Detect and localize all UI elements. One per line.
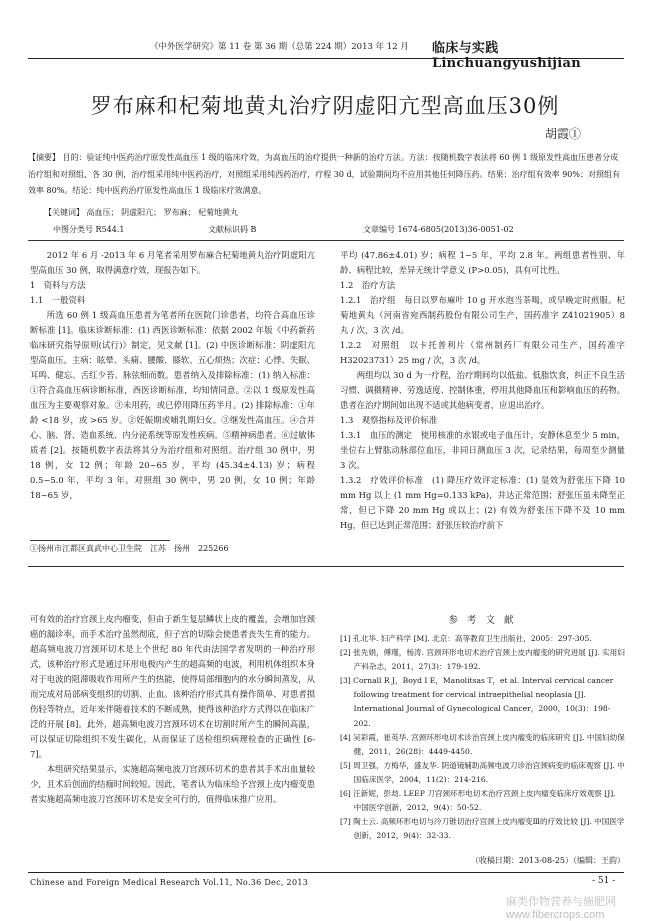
paragraph: 1.2.2 对照组 以卡托普利片（常州制药厂有限公司生产，国药准字 H32023731）25 mg / 次，3 次 /d。 — [340, 340, 625, 365]
footnote-rule — [30, 540, 170, 541]
paragraph: 1.3.2 疗效评价标准 (1) 降压疗效评定标准：(1) 显效为舒张压下降 10 mm Hg 以上 (1 mm Hg=0.133 kPa)，并达正常范围；舒张压虽未降至正常，但已下降 20 mm Hg 或以上；(2) 有效为舒张压下降不及 10 mm Hg，但已达到正常范围；舒张压较治疗前下 — [340, 475, 625, 530]
paragraph: 1 资料与方法 — [30, 280, 86, 290]
paragraph: 可有效的治疗宫颈上皮内瘤变，但由于新生复层鳞状上皮的覆盖，会增加宫颈癌的漏诊率，而手术治疗虽然彻底，但子宫的切除会使患者丧失生育的能力。超高频电波刀宫颈环切术是上个世纪 80 年代由法国学者发明的一种治疗形式，该种治疗形式是通过环形电极内产生的超高频的电波，利用机体组织本身对于电波的阻滞吸收作用所产生的热能，使得局部细胞内的水分瞬间蒸发，从而完成对局部病变组织的切割、止血。该种治疗形式具有操作简单、对患者损伤轻等特点，近年来伴随着技术的不断成熟，使得该种治疗方式得以在临床广泛的开展 [8]。此外，超高频电波刀宫颈环切术在切割时所产生的瞬间高温，可以保证切除组织不发生碳化，从而保证了送检组织病理检查的正确性 [6-7]。 — [30, 614, 315, 759]
section-divider — [28, 566, 624, 567]
reference-item: [6] 汪新妮，彭劫. LEEP 刀宫颈环形电切术治疗宫颈上皮内瘤变临床疗效观察 [J]. 中国医学创新，2012，9(4)：50-52. — [340, 789, 616, 813]
abstract: 【摘要】 目的：验证纯中医药治疗原发性高血压 1 级的临床疗效，为高血压的治疗提供一种新的治疗方法。方法：按随机数字表法将 60 例 1 级原发性高血压患者分成治疗组和对照组，各 30 例，治疗组采用纯中医药治疗，对照组采用纯西药治疗，疗程 30 d，试验期间均不应用其他任何降压药。结果：治疗组有效率 90%；对照组有效率 80%。结论：纯中医药治疗原发性高血压 1 级临床疗效满意。 — [28, 153, 620, 195]
reference-item: [7] 陶士云. 高频环形电切与冷刀锥切治疗宫颈上皮内瘤变Ⅲ的疗效比较 [J]. 中国医学创新，2012，9(4)：32-33. — [340, 817, 625, 841]
section-header: 临床与实践 Linchuangyushijian — [432, 41, 581, 71]
keywords: 【关键词】 高血压； 阴虚阳亢； 罗布麻； 杞菊地黄丸 — [44, 208, 239, 217]
article-title: 罗布麻和杞菊地黄丸治疗阴虚阳亢型高血压30例 — [90, 94, 560, 118]
header-rule — [28, 58, 624, 59]
paragraph: 两组均以 30 d 为一疗程，治疗期间均以低盐、低脂饮食，纠正不良生活习惯、调摄精神、劳逸适度、控制体重，停用其他降血压和影响血压的药物。患者在治疗期间如出现不适或其他病变者，应退出治疗。 — [340, 370, 625, 410]
reference-list — [340, 632, 625, 843]
journal-footer: Chinese and Foreign Medical Research Vol.11, No.36 Dec, 2013 — [30, 878, 309, 887]
received-date: （收稿日期：2013-08-25）（编辑：王韵） — [470, 856, 625, 865]
paragraph: 1.2.1 治疗组 每日以罗布麻叶 10 g 开水泡当茶喝，或早晚定时煎服。杞菊地黄丸（河南省宛西制药股份有限公司生产，国药准字 Z41021905）8 丸 / 次，3 次 /d。 — [340, 295, 625, 335]
article-author: 胡霞① — [545, 127, 582, 141]
reference-item: [2] 张先娟，傅瑾，杨涛. 宫颈环形电切术治疗宫颈上皮内瘤变的研究进展 [J]. 实用妇产科杂志，2011，27(3)：179-192. — [340, 648, 625, 672]
paragraph: 1.3.1 血压的测定 使用核准的水银或电子血压计，安静休息至少 5 min，坐位右上臂肱动脉部位血压，非同日测血压 3 次，记录结果，每周至少测量 3 次。 — [340, 430, 625, 470]
body-column-right — [340, 248, 625, 533]
references-heading: 参 考 文 献 — [448, 615, 517, 626]
reference-item: [4] 吴彩霞，崔英华. 宫颈环形电切术诊治宫颈上皮内瘤变的临床研究 [J]. 中国妇幼保健，2011，26(28)：4449-4450. — [340, 732, 625, 756]
paragraph: 所选 60 例 1 级高血压患者为笔者所在医院门诊患者，均符合高血压诊断标准 [1]。临床诊断标准：(1) 西医诊断标准：依据 2002 年版《中药新药临床研究指导原则(试行)》制定，见文献 [1]。(2) 中医诊断标准：阴虚阳亢型高血压。主病：眩晕、头痛、腰酸、膝软、五心烦热；次症：心悸、失眠、耳鸣、健忘、舌红少苔、脉弦细而数。患者纳入及排除标准：(1) 纳入标准：①符合高血压病诊断标准，西医诊断标准，均知情同意。②以 1 级原发性高血压为主要观察对象。③未用药，或已停用降压药半月。(2) 排除标准：①年龄 <18 岁，或 >65 岁。②妊娠期或哺乳期妇女。③继发性高血压。④合并心、脑、肾、造血系统、内分泌系统等原发性疾病。⑤精神病患者。⑥过敏体质者 [2]。按随机数字表法将其分为治疗组和对照组。治疗组 30 例中，男 18 例，女 12 例；年龄 20~65 岁，平均 (45.34±4.13) 岁；病程 0.5~5.0 年，平均 3 年。对照组 30 例中，男 20 例，女 10 例；年龄 18~65 岁， — [30, 310, 315, 500]
article-number: 文章编号 1674-6805(2013)36-0051-02 — [363, 225, 514, 234]
paragraph: 本组研究结果显示，实施超高频电波刀宫颈环切术的患者其手术出血量较少，且术后创面的结痂时间较短。因此，笔者认为临床给予宫颈上皮内瘤变患者实施超高频电波刀宫颈环切术是安全可行的，值得临床推广应用。 — [30, 764, 315, 804]
document-code: 文献标识码 B — [208, 225, 257, 234]
reference-item: [3] Cornall R J，Boyd I E，Manolitsas T，et al. Interval cervical cancer following treatment for cervical intraepithelial neoplasia [J]. International Journal of Gynecological Cancer，2000，10(3)：198-202. — [340, 676, 614, 728]
paragraph: 1.2 治疗方法 — [340, 280, 396, 290]
watermark: 麻类作物营养与施肥网 www.fibercrops.com — [506, 896, 616, 921]
reference-item: [5] 周卫强，方梅华，盛友华. 阴道镜辅助高频电波刀诊治宫颈病变的临床观察 [J]. 中国临床医学，2004，11(2)：214-216. — [340, 760, 625, 784]
reference-item: [1] 孔北华. 妇产科学 [M]. 北京：高等教育卫生出版社，2005：297-305. — [340, 634, 592, 643]
clc-number: 中图分类号 R544.1 — [53, 225, 125, 234]
journal-header: 《中外医学研究》第 11 卷 第 36 期（总第 224 期）2013 年 12 月 — [150, 42, 409, 52]
footer-rule — [28, 872, 624, 873]
paragraph: 2012 年 6 月 -2013 年 6 月笔者采用罗布麻合杞菊地黄丸治疗阴虚阳亢型高血压 30 例，取得满意疗效，现报告如下。 — [30, 250, 315, 275]
affiliation-footnote: ①扬州市江都区真武中心卫生院 江苏 扬州 225266 — [30, 544, 229, 553]
article-meta — [53, 222, 623, 239]
paragraph: 平均 (47.86±4.01) 岁；病程 1~5 年，平均 2.8 年。两组患者性别、年龄、病程比较，差异无统计学意义 (P>0.05)，具有可比性。 — [340, 250, 625, 275]
meta-rule — [28, 240, 624, 241]
body-column-left — [30, 248, 315, 503]
body-column-lower-left — [30, 612, 315, 807]
paragraph: 1.1 一般资料 — [30, 295, 86, 305]
paragraph: 1.3 观察指标及评价标准 — [340, 415, 438, 425]
page-number: - 51 - — [592, 876, 616, 886]
